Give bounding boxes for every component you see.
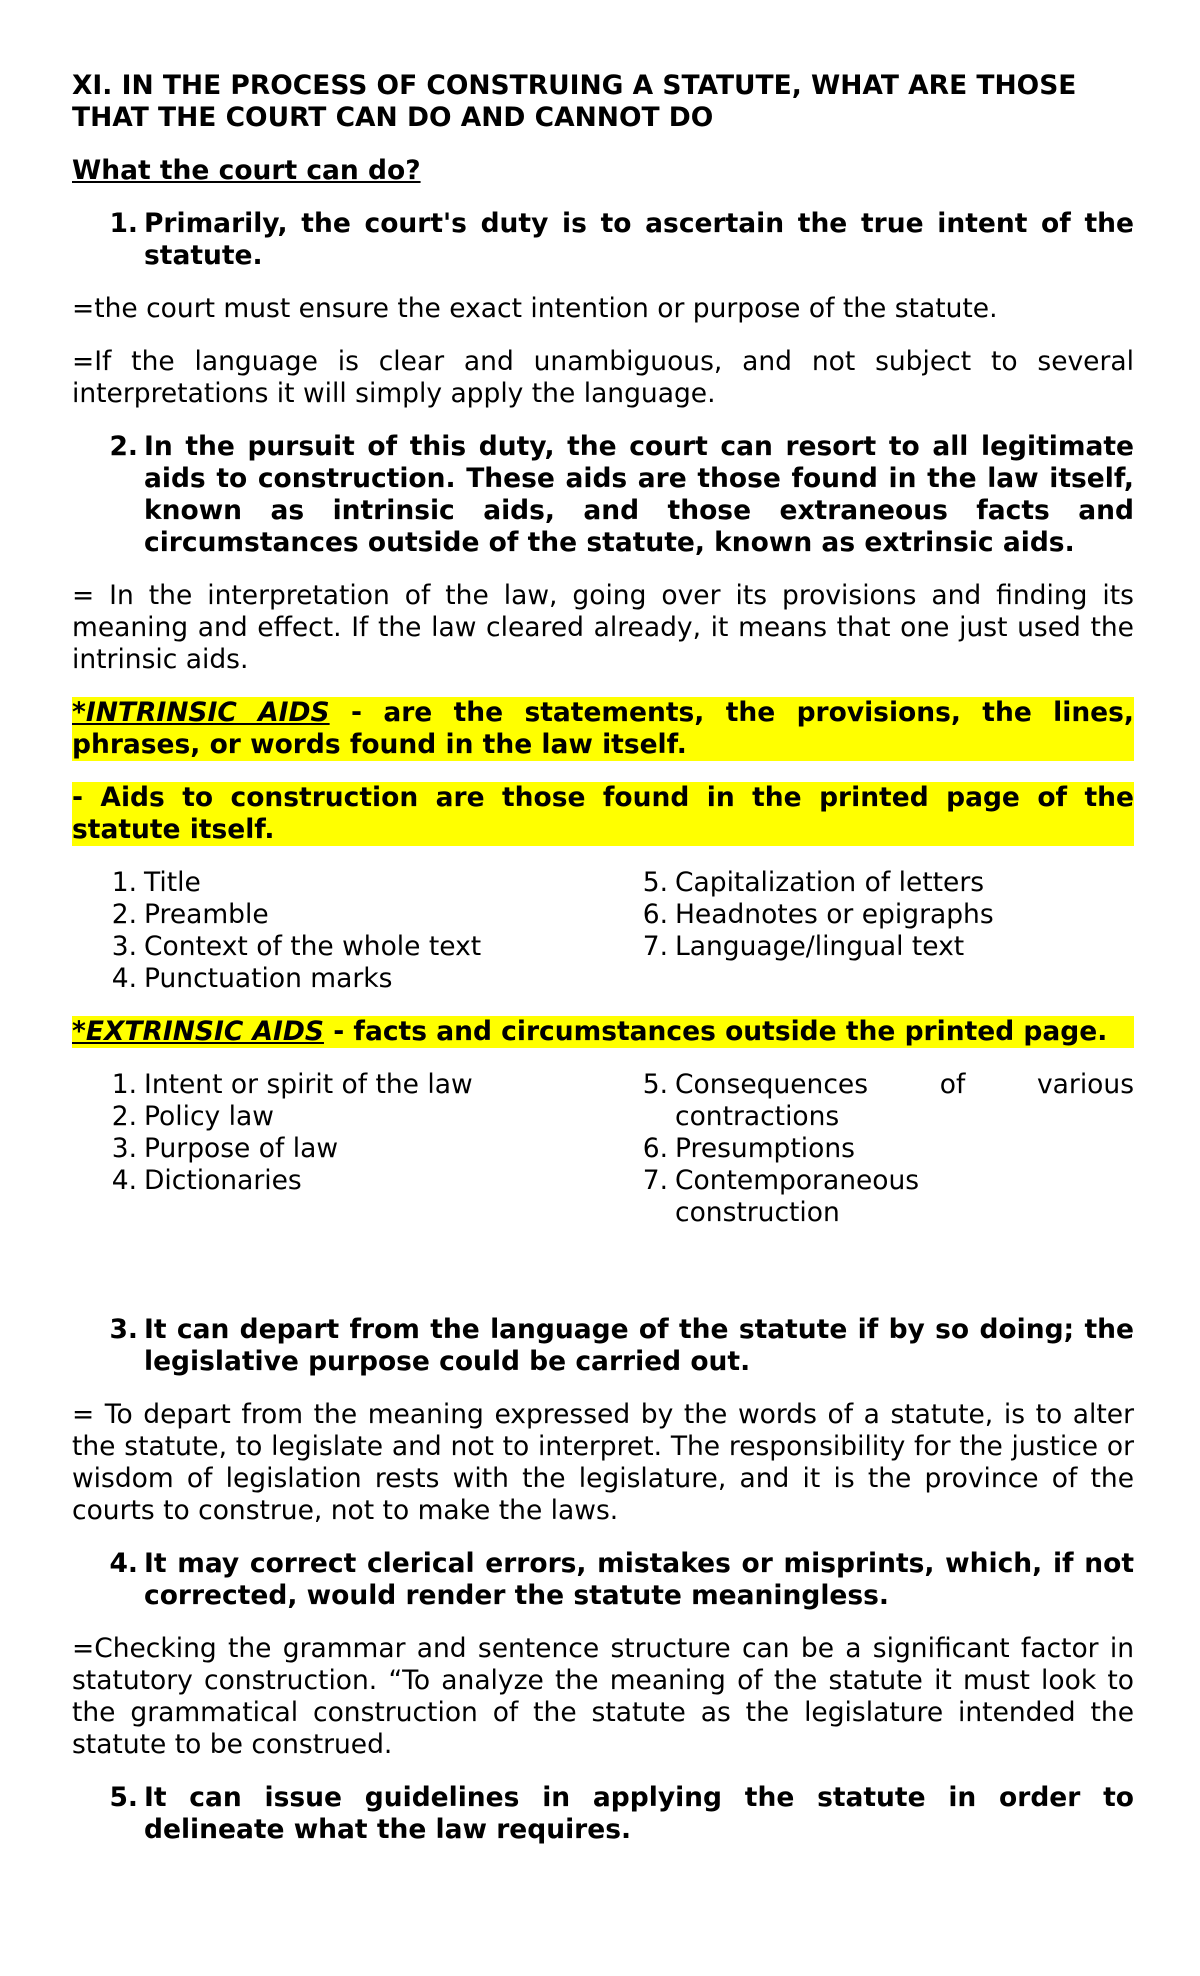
intrinsic-aids-list — [72, 867, 1134, 995]
list-item — [603, 899, 1134, 931]
intrinsic-aids-term: *INTRINSIC AIDS — [72, 697, 330, 728]
item-text: In the pursuit of this duty, the court can resort to all legitimate aids to construction. These aids are those found in the law itself, known as intrinsic aids, and those extraneous facts and circumstances outside of the statute, known as extrinsic aids. — [144, 431, 1134, 558]
list-number: 3. — [111, 931, 137, 962]
list-item — [72, 1133, 603, 1165]
list-text: Headnotes or epigraphs — [675, 899, 994, 930]
explanation-paragraph: =Checking the grammar and sentence structure can be a significant factor in statutory construction. “To analyze the meaning of the statute it must look to the grammatical construction of the statute as the legislature intended the statute to be construed. — [72, 1633, 1134, 1760]
item-number: 2. — [109, 431, 138, 462]
list-item — [72, 1069, 603, 1101]
list-number: 2. — [111, 1101, 137, 1132]
list-number: 7. — [642, 1165, 668, 1196]
list-text: Consequences of various contractions — [675, 1069, 1134, 1132]
list-text: Intent or spirit of the law — [144, 1069, 473, 1100]
list-item — [603, 1165, 1134, 1229]
list-item — [72, 867, 603, 899]
list-number: 1. — [111, 1069, 137, 1100]
extrinsic-aids-definition — [72, 1016, 1134, 1048]
item-number: 4. — [109, 1548, 138, 1579]
list-text: Capitalization of letters — [675, 867, 985, 898]
list-item — [603, 931, 1134, 963]
list-text: Title — [144, 867, 201, 898]
list-text: Contemporaneous construction — [675, 1165, 920, 1228]
list-column-right — [603, 867, 1134, 995]
item-text: It can depart from the language of the statute if by so doing; the legislative purpose could be carried out. — [144, 1314, 1134, 1377]
list-column-right — [603, 1069, 1134, 1229]
numbered-item-4 — [72, 1548, 1134, 1612]
extrinsic-aids-list — [72, 1069, 1134, 1229]
intrinsic-aids-desc: - are the statements, the provisions, the lines, phrases, or words found in the law itself. — [72, 697, 1134, 760]
list-text: Purpose of law — [144, 1133, 339, 1164]
list-text: Punctuation marks — [144, 963, 393, 994]
numbered-item-3 — [72, 1314, 1134, 1378]
list-column-left — [72, 1069, 603, 1229]
extrinsic-aids-desc: - facts and circumstances outside the printed page. — [323, 1016, 1108, 1047]
list-number: 4. — [111, 963, 137, 994]
list-number: 5. — [642, 867, 668, 898]
list-item — [603, 1069, 1134, 1133]
numbered-item-5 — [72, 1782, 1134, 1846]
list-column-left — [72, 867, 603, 995]
list-number: 1. — [111, 867, 137, 898]
list-text: Dictionaries — [144, 1165, 302, 1196]
extrinsic-aids-term: *EXTRINSIC AIDS — [72, 1016, 324, 1047]
list-item — [72, 899, 603, 931]
item-number: 3. — [109, 1314, 138, 1345]
list-item — [603, 867, 1134, 899]
list-text: Preamble — [144, 899, 269, 930]
list-item — [72, 963, 603, 995]
item-text: It can issue guidelines in applying the statute in order to delineate what the law requires. — [144, 1782, 1134, 1845]
list-number: 7. — [642, 931, 668, 962]
list-number: 6. — [642, 1133, 668, 1164]
section-heading: XI. IN THE PROCESS OF CONSTRUING A STATUTE, WHAT ARE THOSE THAT THE COURT CAN DO AND CANNOT DO — [72, 70, 1077, 133]
explanation-paragraph: = To depart from the meaning expressed by the words of a statute, is to alter the statute, to legislate and not to interpret. The responsibility for the justice or wisdom of legislation rests with the legislature, and it is the province of the courts to construe, not to make the laws. — [72, 1399, 1134, 1526]
list-text: Presumptions — [675, 1133, 855, 1164]
list-number: 6. — [642, 899, 668, 930]
intrinsic-aids-definition — [72, 697, 1134, 761]
document-body — [72, 70, 1134, 1846]
item-text: Primarily, the court's duty is to ascertain the true intent of the statute. — [144, 208, 1134, 271]
item-text: It may correct clerical errors, mistakes or misprints, which, if not corrected, would render the statute meaningless. — [144, 1548, 1134, 1611]
explanation-paragraph: =If the language is clear and unambiguous, and not subject to several interpretations it will simply apply the language. — [72, 346, 1134, 409]
numbered-item-2 — [72, 431, 1134, 559]
explanation-paragraph: =the court must ensure the exact intention or purpose of the statute. — [72, 293, 998, 324]
list-text: Policy law — [144, 1101, 274, 1132]
list-item — [72, 1165, 603, 1197]
item-number: 5. — [109, 1782, 138, 1813]
numbered-item-1 — [72, 208, 1134, 272]
list-item — [603, 1133, 1134, 1165]
list-item — [72, 1101, 603, 1133]
explanation-paragraph: = In the interpretation of the law, going over its provisions and finding its meaning and effect. If the law cleared already, it means that one just used the intrinsic aids. — [72, 580, 1134, 675]
list-number: 2. — [111, 899, 137, 930]
list-text: Context of the whole text — [144, 931, 482, 962]
list-item — [72, 931, 603, 963]
list-text: Language/lingual text — [675, 931, 965, 962]
item-number: 1. — [109, 208, 138, 239]
list-number: 4. — [111, 1165, 137, 1196]
subheading: What the court can do? — [72, 155, 421, 186]
intrinsic-aids-note: - Aids to construction are those found in the printed page of the statute itself. — [72, 782, 1134, 845]
list-number: 3. — [111, 1133, 137, 1164]
list-number: 5. — [642, 1069, 668, 1100]
